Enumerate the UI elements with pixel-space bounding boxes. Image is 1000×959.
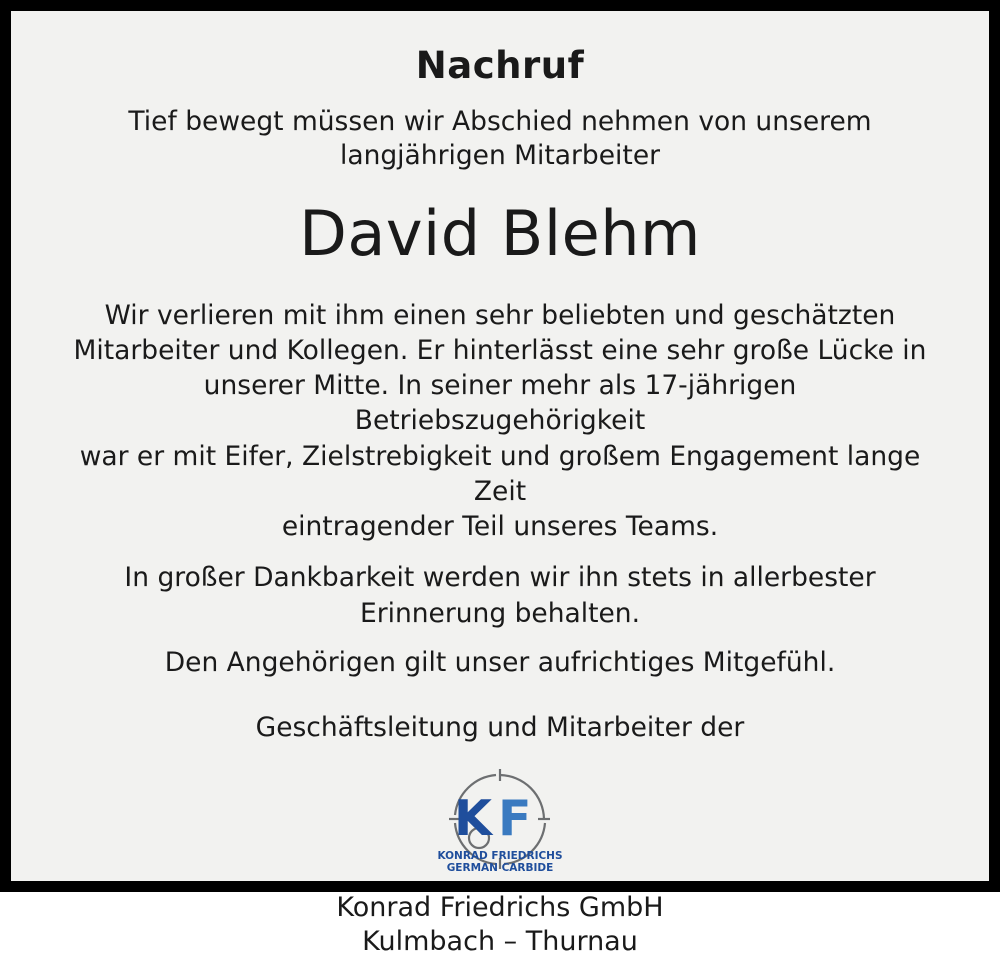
intro-text [67, 105, 933, 174]
body-line-5: eintragender Teil unseres Teams. [281, 511, 719, 543]
konrad-friedrichs-logo-icon [402, 763, 598, 881]
signature-text: Geschäftsleitung und Mitarbeiter der [255, 712, 745, 744]
logo-letter-k: K [454, 790, 492, 848]
body-line-3: unserer Mitte. In seiner mehr als 17-jährigen Betriebszugehörigkeit [203, 370, 797, 437]
company-logo [57, 763, 943, 881]
logo-graphic [402, 763, 598, 881]
body-text [59, 298, 941, 545]
body-line-4: war er mit Eifer, Zielstrebigkeit und großem Engagement lange Zeit [79, 440, 921, 507]
body-line-1: Wir verlieren mit ihm einen sehr beliebten und geschätzten [104, 299, 896, 331]
intro-line-2: langjährigen Mitarbeiter [339, 140, 661, 172]
company-address [57, 891, 943, 959]
logo-name-line-2: GERMAN CARBIDE [446, 862, 554, 875]
company-line-1: Konrad Friedrichs GmbH [336, 892, 664, 924]
page-title: Nachruf [415, 44, 585, 87]
gratitude-line-1: In großer Dankbarkeit werden wir ihn stets in allerbester [124, 562, 876, 594]
company-line-2: Kulmbach – Thurnau [362, 926, 638, 958]
logo-letter-f: F [498, 790, 532, 848]
body-line-2: Mitarbeiter und Kollegen. Er hinterlässt eine sehr große Lücke in [73, 334, 927, 366]
gratitude-line-2: Erinnerung behalten. [359, 597, 641, 629]
gratitude-text [57, 560, 943, 630]
intro-line-1: Tief bewegt müssen wir Abschied nehmen von unserem [128, 105, 872, 137]
condolence-text: Den Angehörigen gilt unser aufrichtiges Mitgefühl. [164, 646, 836, 678]
logo-name-line-1: KONRAD FRIEDRICHS [437, 850, 563, 863]
deceased-name: David Blehm [299, 196, 701, 270]
